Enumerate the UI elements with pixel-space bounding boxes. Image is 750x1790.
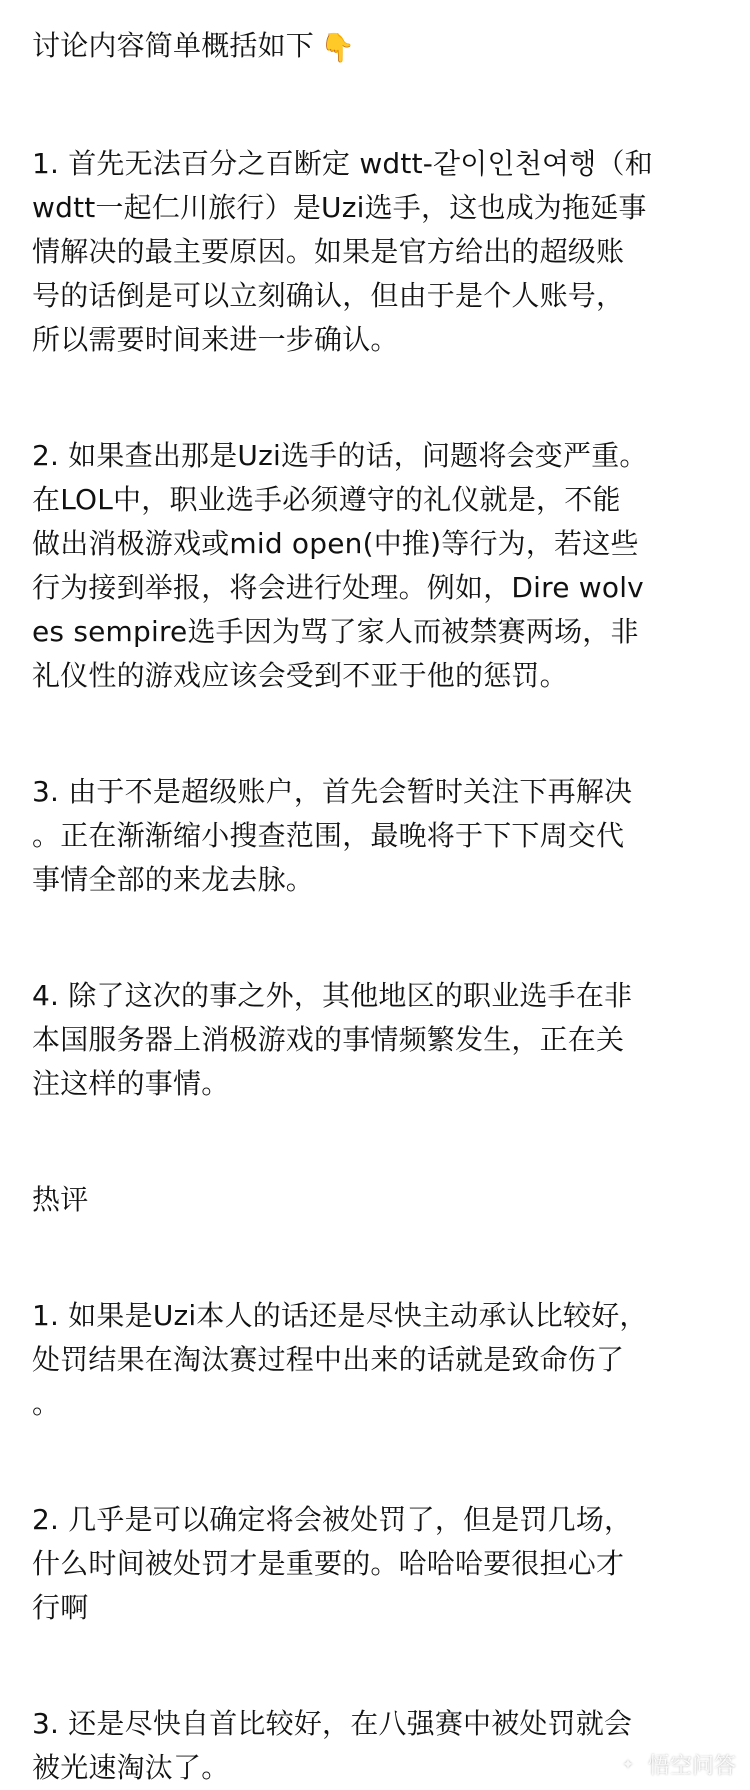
comment-3: 3. 还是尽快自首比较好，在八强赛中被处罚就会 被光速淘汰了。 bbox=[32, 1707, 633, 1784]
spacer bbox=[32, 1106, 718, 1178]
spacer bbox=[32, 70, 718, 142]
spacer bbox=[32, 698, 718, 770]
pointing-down-icon: 👇 bbox=[320, 31, 356, 64]
intro-text: 讨论内容简单概括如下 bbox=[32, 29, 315, 62]
comment-1: 1. 如果是Uzi本人的话还是尽快主动承认比较好， 处罚结果在淘汰赛过程中出来的话就是致命伤了 。 bbox=[32, 1299, 648, 1420]
point-1: 1. 首先无法百分之百断定 wdtt-같이인천여행（和 wdtt一起仁川旅行）是Uzi选手，这也成为拖延事 情解决的最主要原因。如果是官方给出的超级账 号的话倒是可以立刻确认，但由于是个人账号， 所以需要时间来进一步确认。 bbox=[32, 147, 653, 356]
spacer bbox=[32, 362, 718, 434]
point-4: 4. 除了这次的事之外，其他地区的职业选手在非 本国服务器上消极游戏的事情频繁发生，正在关 注这样的事情。 bbox=[32, 979, 633, 1100]
point-2: 2. 如果查出那是Uzi选手的话，问题将会变严重。 在LOL中，职业选手必须遵守的礼仪就是，不能 做出消极游戏或mid open(中推)等行为，若这些 行为接到举报，将会进行处理。例如，Dire wolv es sempire选手因为骂了家人而被禁赛两场，非 礼仪性的游戏应该会受到不亚于他的惩罚。 bbox=[32, 439, 648, 692]
spacer bbox=[32, 1630, 718, 1702]
spacer bbox=[32, 1426, 718, 1498]
hot-comments-heading: 热评 bbox=[32, 1183, 89, 1216]
point-3: 3. 由于不是超级账户，首先会暂时关注下再解决 。正在渐渐缩小搜查范围，最晚将于下下周交代 事情全部的来龙去脉。 bbox=[32, 775, 633, 896]
intro-line bbox=[32, 24, 718, 70]
watermark-text: 悟空问答 bbox=[647, 1754, 736, 1779]
comment-2: 2. 几乎是可以确定将会被处罚了，但是罚几场， 什么时间被处罚才是重要的。哈哈哈要很担心才 行啊 bbox=[32, 1503, 633, 1624]
watermark bbox=[614, 1749, 736, 1780]
wukong-logo-icon: ✦ bbox=[614, 1751, 642, 1779]
spacer bbox=[32, 1222, 718, 1294]
spacer bbox=[32, 902, 718, 974]
